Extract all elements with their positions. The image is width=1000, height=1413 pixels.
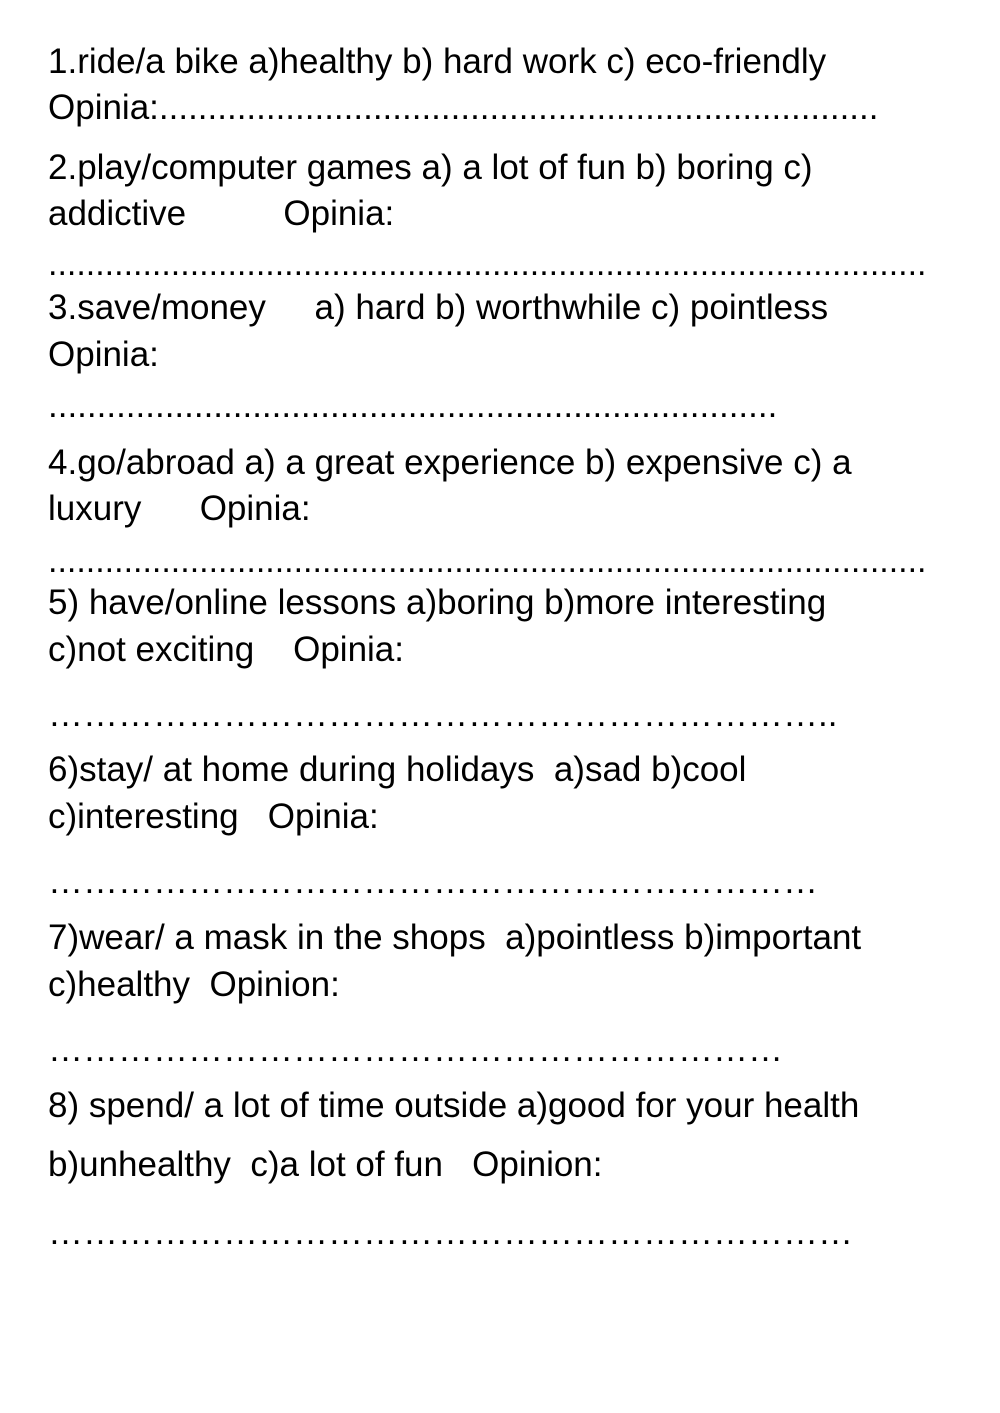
item-3-question: 3.save/money a) hard b) worthwhile c) pointless [48,288,829,327]
item-4-answer-dots: ............................................................................................. [48,542,927,580]
item-4-question: 4.go/abroad a) a great experience b) expensive c) a [48,443,852,482]
item-1-opinion-line: Opinia:.......................................................................... [48,88,879,127]
item-3-answer-dots: ........................................................................... [48,386,778,425]
item-5-question: 5) have/online lessons a)boring b)more interesting [48,583,827,622]
item-1-question: 1.ride/a bike a)healthy b) hard work c) eco-friendly [48,42,827,81]
item-2-answer-dots: ............................................................................................. [48,245,927,283]
item-2-question: 2.play/computer games a) a lot of fun b) boring c) [48,148,813,187]
item-5-answer-dots: ………………………………………………………….. [48,695,838,734]
item-7-opinion-label: c)healthy Opinion: [48,965,340,1004]
item-7-answer-dots: ……………………………………………………… [48,1030,783,1069]
item-4-opinion-label: luxury Opinia: [48,489,311,528]
item-7-question: 7)wear/ a mask in the shops a)pointless b)important [48,918,862,957]
item-8-question: 8) spend/ a lot of time outside a)good for your health [48,1086,860,1125]
item-8-opinion-label: b)unhealthy c)a lot of fun Opinion: [48,1145,603,1184]
item-6-question: 6)stay/ at home during holidays a)sad b)cool [48,750,747,789]
item-5-opinion-label: c)not exciting Opinia: [48,630,404,669]
item-6-answer-dots: ………………………………………………………… [48,862,818,901]
item-2-opinion-label: addictive Opinia: [48,194,395,233]
item-8-answer-dots: …………………………………………………………… [48,1213,853,1252]
item-6-opinion-label: c)interesting Opinia: [48,797,379,836]
item-3-opinion-label: Opinia: [48,335,159,374]
